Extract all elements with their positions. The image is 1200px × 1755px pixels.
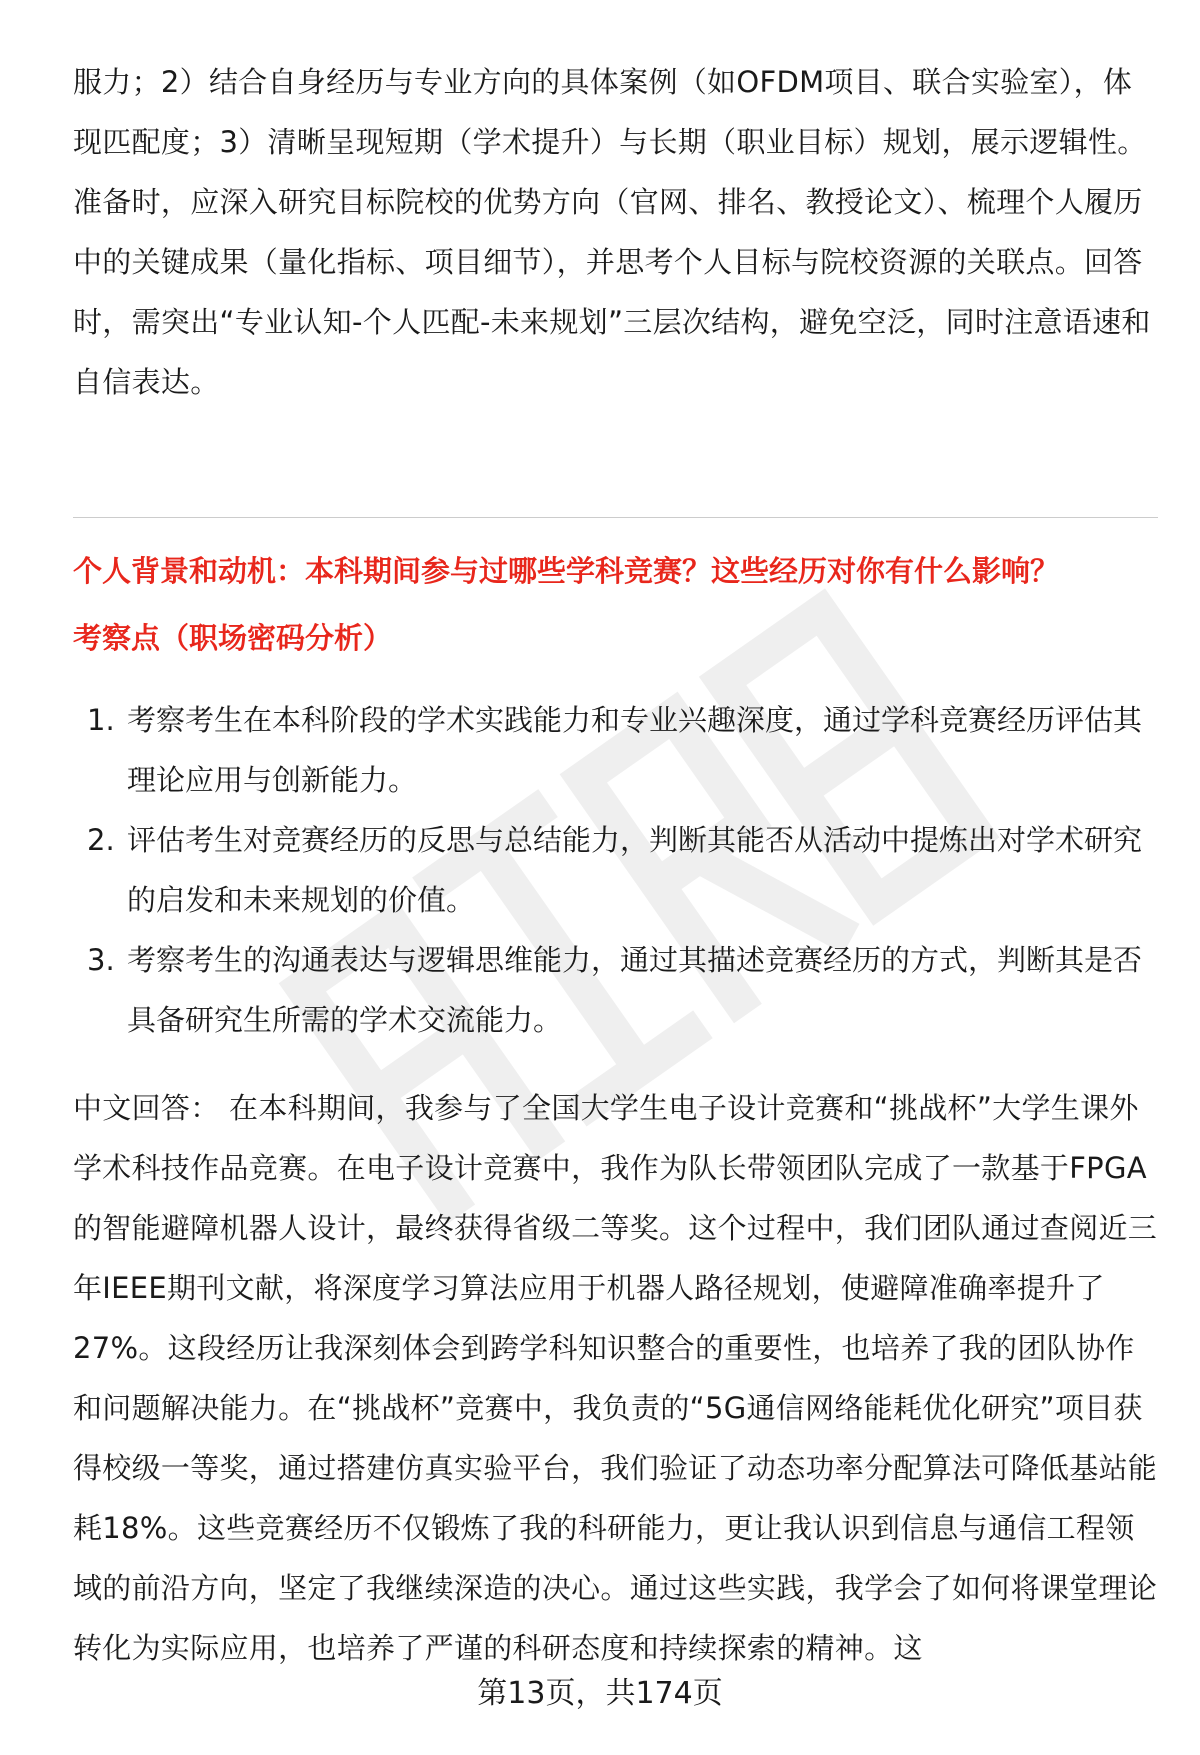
question-heading: 个人背景和动机：本科期间参与过哪些学科竞赛？这些经历对你有什么影响？: [73, 554, 1060, 588]
list-item-number: 1.: [87, 703, 115, 737]
list-item-number: 3.: [87, 943, 115, 977]
intro-paragraph-1: 服力；2）结合自身经历与专业方向的具体案例（如OFDM项目、联合实验室），体现匹配度；3）清晰呈现短期（学术提升）与长期（职业目标）规划，展示逻辑性。: [73, 65, 1147, 159]
list-item: [73, 930, 1158, 1050]
answer-paragraph: 中文回答： 在本科期间，我参与了全国大学生电子设计竞赛和“挑战杯”大学生课外学术科技作品竞赛。在电子设计竞赛中，我作为队长带领团队完成了一款基于FPGA的智能避障机器人设计，最终获得省级二等奖。这个过程中，我们团队通过查阅近三年IEEE期刊文献，将深度学习算法应用于机器人路径规划，使避障准确率提升了27%。这段经历让我深刻体会到跨学科知识整合的重要性，也培养了我的团队协作和问题解决能力。在“挑战杯”竞赛中，我负责的“5G通信网络能耗优化研究”项目获得校级一等奖，通过搭建仿真实验平台，我们验证了动态功率分配算法可降低基站能耗18%。这些竞赛经历不仅锻炼了我的科研能力，更让我认识到信息与通信工程领域的前沿方向，坚定了我继续深造的决心。通过这些实践，我学会了如何将课堂理论转化为实际应用，也培养了严谨的科研态度和持续探索的精神。这: [73, 1091, 1158, 1665]
list-item-text: 考察考生在本科阶段的学术实践能力和专业兴趣深度，通过学科竞赛经历评估其理论应用与创新能力。: [127, 703, 1143, 797]
section-divider: [73, 517, 1158, 518]
list-item-number: 2.: [87, 823, 115, 857]
list-item: [73, 810, 1158, 930]
intro-paragraph-2: 准备时，应深入研究目标院校的优势方向（官网、排名、教授论文）、梳理个人履历中的关键成果（量化指标、项目细节），并思考个人目标与院校资源的关联点。回答时，需突出“专业认知-个人匹配-未来规划”三层次结构，避免空泛，同时注意语速和自信表达。: [73, 185, 1151, 399]
list-item-text: 评估考生对竞赛经历的反思与总结能力，判断其能否从活动中提炼出对学术研究的启发和未来规划的价值。: [127, 823, 1143, 917]
page-number-footer: 第13页，共174页: [477, 1676, 723, 1711]
list-item-text: 考察考生的沟通表达与逻辑思维能力，通过其描述竞赛经历的方式，判断其是否具备研究生所需的学术交流能力。: [127, 943, 1143, 1037]
list-item: [73, 690, 1158, 810]
intro-section: [73, 52, 1158, 412]
assessment-points-list: [73, 690, 1158, 1050]
assessment-points-heading: 考察点（职场密码分析）: [73, 621, 393, 655]
